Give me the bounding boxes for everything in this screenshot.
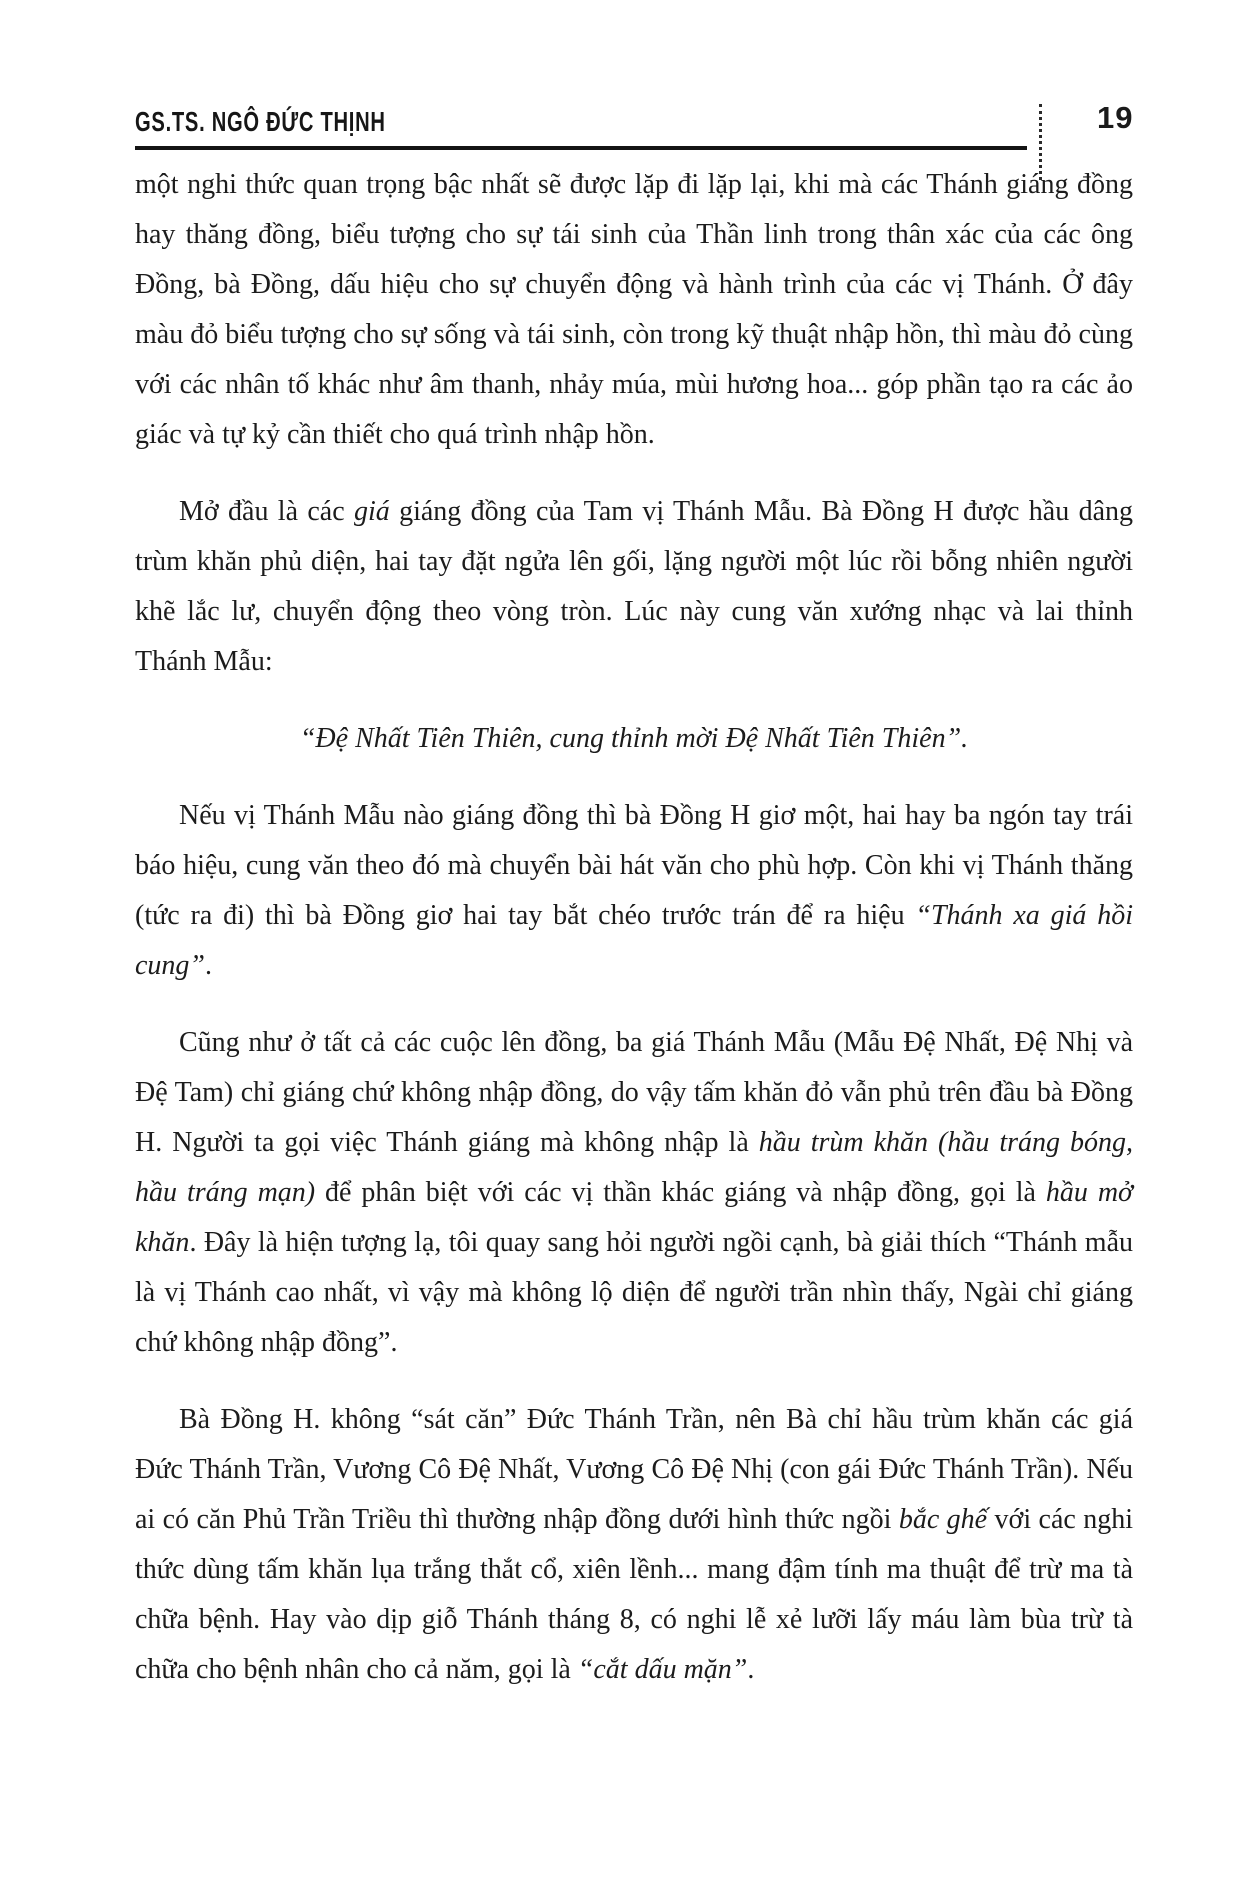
italic-term: “cắt dấu mặn”: [577, 1654, 748, 1685]
italic-term: hầu trùm khăn (hầu tráng bóng, hầu tráng mạn): [135, 1127, 1134, 1208]
text-run: Cũng như ở tất cả các cuộc lên đồng, ba giá Thánh Mẫu (Mẫu Đệ Nhất, Đệ Nhị và Đệ Tam) chỉ giáng chứ không nhập đồng, do vậy tấm khăn đỏ vẫn phủ trên đầu bà Đồng H. Người ta gọi việc Thánh giáng mà không nhập là: [135, 1027, 1133, 1158]
text-run: .: [747, 1654, 755, 1685]
text-run: giáng đồng của Tam vị Thánh Mẫu. Bà Đồng H được hầu dâng trùm khăn phủ diện, hai tay đặt ngửa lên gối, lặng người một lúc rồi bỗng nhiên người khẽ lắc lư, chuyển động theo vòng tròn. Lúc này cung văn xướng nhạc và lai thỉnh Thánh Mẫu:: [135, 496, 1134, 677]
italic-term: “Đệ Nhất Tiên Thiên, cung thỉnh mời Đệ Nhất Tiên Thiên”.: [299, 723, 969, 754]
text-run: với các nghi thức dùng tấm khăn lụa trắng thắt cổ, xiên lềnh... mang đậm tính ma thuật để trừ ma tà chữa bệnh. Hay vào dịp giỗ Thánh tháng 8, có nghi lễ xẻ lưỡi lấy máu làm bùa trừ tà chữa cho bệnh nhân cho cả năm, gọi là: [135, 1504, 1133, 1685]
page-body: [135, 160, 1133, 1722]
text-run: Bà Đồng H. không “sát căn” Đức Thánh Trần, nên Bà chỉ hầu trùm khăn các giá Đức Thánh Trần, Vương Cô Đệ Nhất, Vương Cô Đệ Nhị (con gái Đức Thánh Trần). Nếu ai có căn Phủ Trần Triều thì thường nhập đồng dưới hình thức ngồi: [135, 1404, 1133, 1535]
italic-term: bắc ghế: [898, 1504, 988, 1535]
italic-term: hầu mở khăn: [135, 1177, 1133, 1258]
text-run: Mở đầu là các: [179, 496, 354, 527]
italic-term: giá: [353, 496, 390, 527]
paragraph: [135, 1018, 1133, 1368]
paragraph: [135, 791, 1133, 991]
invocation-quote: [135, 714, 1133, 764]
text-run: một nghi thức quan trọng bậc nhất sẽ được lặp đi lặp lại, khi mà các Thánh giáng đồng hay thăng đồng, biểu tượng cho sự tái sinh của Thần linh trong thân xác của các ông Đồng, bà Đồng, dấu hiệu cho sự chuyển động và hành trình của các vị Thánh. Ở đây màu đỏ biểu tượng cho sự sống và tái sinh, còn trong kỹ thuật nhập hồn, thì màu đỏ cùng với các nhân tố khác như âm thanh, nhảy múa, mùi hương hoa... góp phần tạo ra các ảo giác và tự kỷ cần thiết cho quá trình nhập hồn.: [135, 169, 1133, 450]
text-run: .: [205, 950, 212, 981]
italic-term: “Thánh xa giá hồi cung”: [135, 900, 1133, 981]
paragraph: [135, 487, 1133, 687]
text-run: để phân biệt với các vị thần khác giáng và nhập đồng, gọi là: [315, 1177, 1046, 1208]
paragraph: [135, 160, 1133, 460]
header-rule: [135, 146, 1027, 150]
text-run: Nếu vị Thánh Mẫu nào giáng đồng thì bà Đồng H giơ một, hai hay ba ngón tay trái báo hiệu, cung văn theo đó mà chuyển bài hát văn cho phù hợp. Còn khi vị Thánh thăng (tức ra đi) thì bà Đồng giơ hai tay bắt chéo trước trán để ra hiệu: [135, 800, 1133, 931]
text-run: . Đây là hiện tượng lạ, tôi quay sang hỏi người ngồi cạnh, bà giải thích “Thánh mẫu là vị Thánh cao nhất, vì vậy mà không lộ diện để người trần nhìn thấy, Ngài chỉ giáng chứ không nhập đồng”.: [135, 1227, 1133, 1358]
page-number: 19: [1097, 100, 1134, 135]
running-header-author: GS.TS. NGÔ ĐỨC THỊNH: [135, 106, 386, 137]
paragraph: [135, 1395, 1133, 1695]
